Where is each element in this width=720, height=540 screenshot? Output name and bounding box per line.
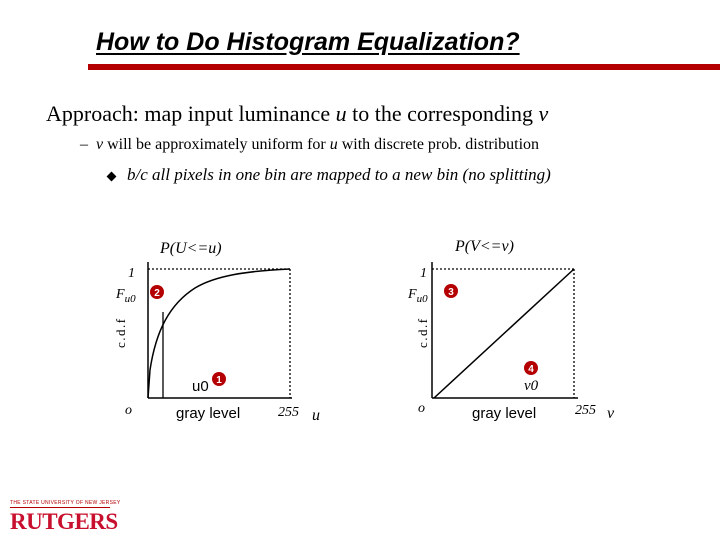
logo-top-line: THE STATE UNIVERSITY OF NEW JERSEY: [10, 500, 121, 506]
right-y-f: [407, 287, 428, 305]
step-badge-1: [212, 372, 226, 386]
approach-var-v: v: [538, 101, 549, 126]
step-badge-2-text: 2: [154, 288, 160, 299]
step-badge-2: [150, 285, 164, 299]
logo-name: RUTGERS: [10, 509, 118, 534]
left-y-axis-label: c.d.f: [113, 317, 128, 348]
step-badge-4: [524, 361, 538, 375]
step-badge-4-text: 4: [528, 364, 534, 375]
approach-middle: to the corresponding: [346, 101, 539, 126]
right-x-label: gray level: [472, 405, 537, 422]
left-y-f-sub: u0: [124, 293, 136, 305]
left-x-marker: u0: [192, 378, 209, 395]
right-func-label: P(V<=v): [455, 238, 514, 255]
rutgers-logo: [10, 500, 121, 538]
right-cdf-plot: [407, 238, 615, 422]
right-y-f-main: F: [408, 287, 417, 302]
left-origin: o: [125, 403, 132, 418]
step-badge-3-text: 3: [448, 287, 454, 298]
right-origin: o: [418, 401, 425, 416]
sub-bullet-text2: with discrete prob. distribution: [337, 136, 540, 153]
slide-title: How to Do Histogram Equalization?: [96, 28, 520, 56]
sub-bullet-var-v: v: [96, 136, 104, 153]
right-x-marker: v0: [524, 378, 539, 394]
sub-sub-bullet-text: b/c all pixels in one bin are mapped to a new bin (no splitting): [127, 165, 551, 184]
sub-bullet-dash: –: [80, 136, 88, 153]
left-y-one: 1: [128, 266, 135, 281]
left-x-max: 255: [278, 405, 299, 420]
step-badge-1-text: 1: [216, 375, 222, 386]
left-y-f-main: F: [116, 287, 125, 302]
right-x-max: 255: [575, 403, 596, 418]
sub-bullet-var-u: u: [329, 136, 338, 153]
right-x-var: v: [607, 405, 615, 422]
left-x-var: u: [312, 407, 320, 424]
right-y-axis-label: c.d.f: [415, 317, 430, 348]
left-x-label: gray level: [176, 405, 241, 422]
left-func-label: P(U<=u): [160, 240, 222, 257]
step-badge-3: [444, 284, 458, 298]
left-y-f: [115, 287, 136, 305]
right-y-one: 1: [420, 266, 427, 281]
approach-var-u: u: [335, 101, 347, 126]
logo-rule: [10, 507, 110, 508]
left-cdf-plot: [113, 240, 320, 424]
sub-bullet-text1: will be approximately uniform for: [103, 136, 330, 153]
approach-prefix: Approach: map input luminance: [46, 101, 336, 126]
right-y-f-sub: u0: [416, 293, 428, 305]
